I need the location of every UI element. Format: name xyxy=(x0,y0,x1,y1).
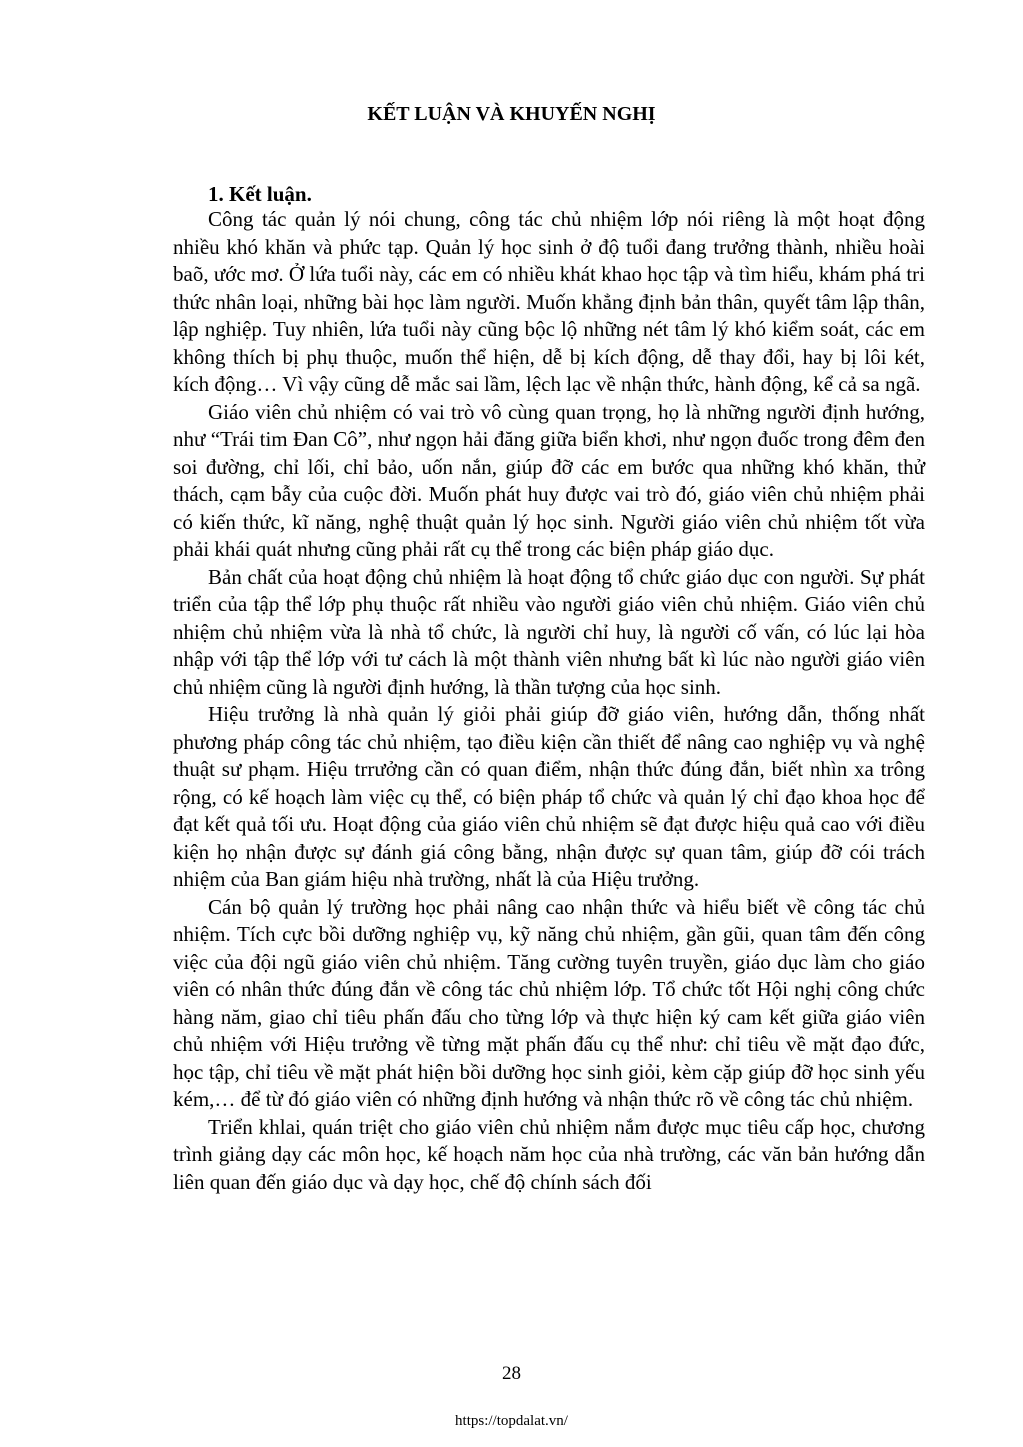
section-heading: 1. Kết luận. xyxy=(208,182,312,206)
page-number: 28 xyxy=(502,1363,521,1384)
paragraph: Cán bộ quản lý trường học phải nâng cao nhận thức và hiểu biết về công tác chủ nhiệm. Tích cực bồi dưỡng nghiệp vụ, kỹ năng chủ nhiệm, gần gũi, quan tâm đến công việc của đội ngũ giáo viên chủ nhiệm. Tăng cường tuyên truyền, giáo dục làm cho giáo viên có nhân thức đúng đắn về công tác chủ nhiệm lớp. Tổ chức tốt Hội nghị công chức hàng năm, giao chỉ tiêu phấn đấu cho từng lớp và thực hiện ký cam kết giữa giáo viên chủ nhiệm với Hiệu trưởng về từng mặt phấn đấu cụ thể như: chỉ tiêu về mặt đạo đức, học tập, chỉ tiêu về mặt phát hiện bồi dưỡng học sinh giỏi, kèm cặp giúp đỡ học sinh yếu kém,… để từ đó giáo viên có những định hướng và nhận thức rõ về công tác chủ nhiệm. xyxy=(173,894,925,1111)
footer-url[interactable]: https://topdalat.vn/ xyxy=(455,1413,568,1429)
paragraph: Giáo viên chủ nhiệm có vai trò vô cùng quan trọng, họ là những người định hướng, như “Trái tim Đan Cô”, như ngọn hải đăng giữa biển khơi, như ngọn đuốc trong đêm đen soi đường, chỉ lối, chỉ bảo, uốn nắn, giúp đỡ các em bước qua những khó khăn, thử thách, cạm bẫy của cuộc đời. Muốn phát huy được vai trò đó, giáo viên chủ nhiệm phải có kiến thức, kĩ năng, nghệ thuật quản lý học sinh. Người giáo viên chủ nhiệm tốt vừa phải khái quát nhưng cũng phải rất cụ thể trong các biện pháp giáo dục. xyxy=(173,399,925,561)
paragraph: Công tác quản lý nói chung, công tác chủ nhiệm lớp nói riêng là một hoạt động nhiều khó khăn và phức tạp. Quản lý học sinh ở độ tuổi đang trưởng thành, nhiều hoài baõ, ước mơ. Ở lứa tuổi này, các em có nhiều khát khao học tập và tìm hiểu, khám phá tri thức nhân loại, những bài học làm người. Muốn khẳng định bản thân, quyết tâm lập thân, lập nghiệp. Tuy nhiên, lứa tuổi này cũng bộc lộ những nét tâm lý khó kiểm soát, các em không thích bị phụ thuộc, muốn thể hiện, dễ bị kích động, dễ thay đổi, hay bị lôi két, kích động… Vì vậy cũng dễ mắc sai lầm, lệch lạc về nhận thức, hành động, kể cả sa ngã. xyxy=(173,207,925,396)
paragraph: Hiệu trưởng là nhà quản lý giỏi phải giúp đỡ giáo viên, hướng dẫn, thống nhất phương pháp công tác chủ nhiệm, tạo điều kiện cần thiết để nâng cao nghiệp vụ và nghệ thuật sư phạm. Hiệu trrưởng cần có quan điểm, nhận thức đúng đắn, biết nhìn xa trông rộng, có kế hoạch làm việc cụ thể, có biện pháp tổ chức và quản lý chỉ đạo khoa học để đạt kết quả tối ưu. Hoạt động của giáo viên chủ nhiệm sẽ đạt được hiệu quả cao với điều kiện họ nhận được sự đánh giá công bằng, nhận được sự quan tâm, giúp đỡ cói trách nhiệm của Ban giám hiệu nhà trường, nhất là của Hiệu trưởng. xyxy=(173,702,925,891)
paragraph: Triển khlai, quán triệt cho giáo viên chủ nhiệm nắm được mục tiêu cấp học, chương trình giảng dạy các môn học, kế hoạch năm học của nhà trường, các văn bản hướng dẫn liên quan đến giáo dục và dạy học, chế độ chính sách đối xyxy=(173,1114,925,1194)
paragraph: Bản chất của hoạt động chủ nhiệm là hoạt động tổ chức giáo dục con người. Sự phát triển của tập thể lớp phụ thuộc rất nhiều vào người giáo viên chủ nhiệm. Giáo viên chủ nhiệm chủ nhiệm vừa là nhà tổ chức, là người chỉ huy, là người cố vấn, có lúc lại hòa nhập với tập thể lớp với tư cách là một thành viên nhưng bất kì lúc nào người giáo viên chủ nhiệm cũng là người định hướng, là thần tượng của học sinh. xyxy=(173,564,925,699)
page-title: KẾT LUẬN VÀ KHUYẾN NGHỊ xyxy=(367,103,656,125)
body-text xyxy=(173,206,925,1196)
